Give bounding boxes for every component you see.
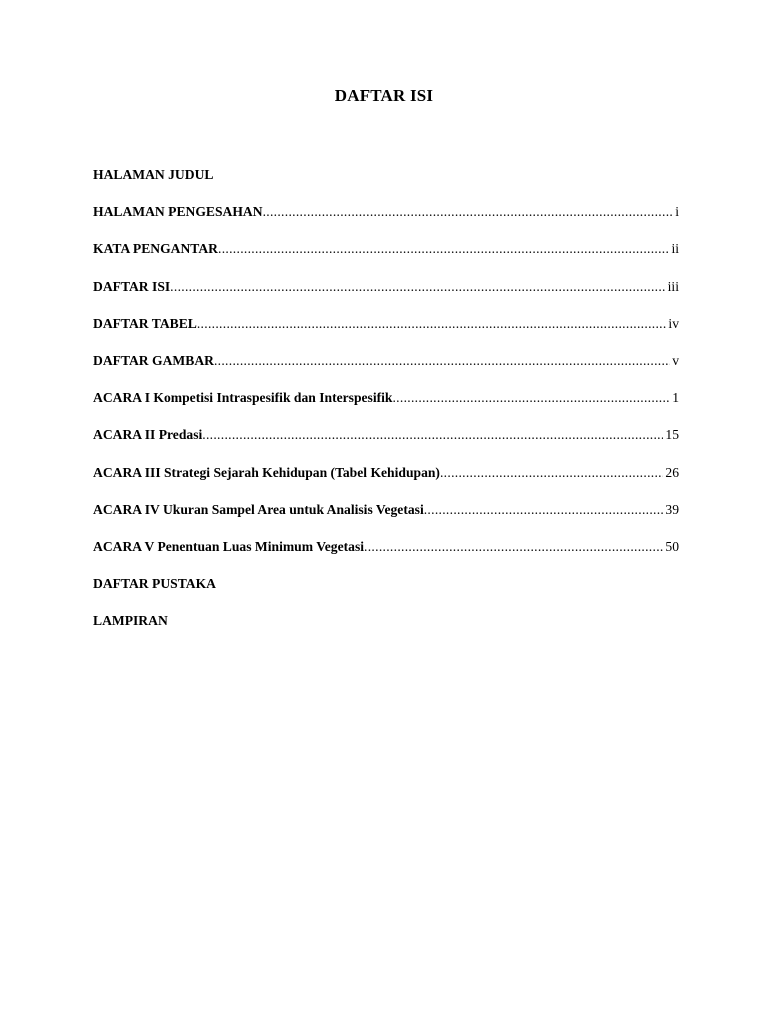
toc-entry-page: iv: [668, 315, 679, 331]
toc-entry-page: ii: [671, 241, 679, 257]
toc-entry-page: iii: [667, 278, 679, 294]
dot-leader: [214, 352, 670, 370]
toc-entry-label: LAMPIRAN: [93, 613, 168, 629]
toc-entry-daftar-isi: [93, 278, 679, 315]
toc-entry-acara-4: [93, 501, 679, 538]
dot-leader: [392, 389, 670, 407]
page-title: DAFTAR ISI: [334, 86, 434, 105]
dot-leader: [424, 501, 664, 519]
dot-leader: [440, 464, 663, 482]
dot-leader: [364, 538, 663, 556]
toc-entry-halaman-pengesahan: [93, 203, 679, 240]
toc-entry-page: 26: [665, 464, 679, 480]
table-of-contents: [93, 166, 679, 649]
toc-entry-page: 1: [672, 390, 679, 406]
dot-leader: [263, 203, 674, 221]
toc-entry-label: ACARA II Predasi: [93, 427, 203, 443]
toc-entry-label: ACARA IV Ukuran Sampel Area untuk Analisis Vegetasi: [93, 501, 424, 517]
toc-entry-label: ACARA I Kompetisi Intraspesifik dan Interspesifik: [93, 390, 393, 406]
toc-entry-acara-5: [93, 538, 679, 575]
toc-entry-lampiran: [93, 612, 679, 649]
toc-entry-label: HALAMAN PENGESAHAN: [93, 204, 263, 220]
toc-entry-acara-1: [93, 389, 679, 426]
toc-entry-kata-pengantar: [93, 240, 679, 277]
toc-entry-daftar-tabel: [93, 315, 679, 352]
toc-entry-page: v: [672, 352, 679, 368]
toc-entry-label: ACARA V Penentuan Luas Minimum Vegetasi: [93, 538, 365, 554]
toc-entry-page: 39: [665, 501, 679, 517]
toc-entry-label: DAFTAR ISI: [93, 278, 171, 294]
toc-entry-page: 50: [665, 538, 679, 554]
toc-entry-label: DAFTAR GAMBAR: [93, 352, 214, 368]
toc-entry-daftar-gambar: [93, 352, 679, 389]
dot-leader: [170, 278, 665, 296]
toc-entry-label: ACARA III Strategi Sejarah Kehidupan (Tabel Kehidupan): [93, 464, 440, 480]
toc-entry-acara-3: [93, 464, 679, 501]
toc-entry-label: DAFTAR TABEL: [93, 315, 197, 331]
dot-leader: [218, 240, 669, 258]
toc-entry-label: DAFTAR PUSTAKA: [93, 576, 216, 592]
dot-leader: [197, 315, 667, 333]
toc-entry-label: HALAMAN JUDUL: [93, 167, 214, 182]
toc-entry-page: 15: [665, 427, 679, 443]
dot-leader: [202, 426, 663, 444]
toc-entry-label: KATA PENGANTAR: [93, 241, 218, 257]
toc-entry-page: i: [675, 204, 679, 220]
toc-entry-acara-2: [93, 426, 679, 463]
toc-entry-halaman-judul: [93, 166, 679, 203]
toc-entry-daftar-pustaka: [93, 575, 679, 612]
